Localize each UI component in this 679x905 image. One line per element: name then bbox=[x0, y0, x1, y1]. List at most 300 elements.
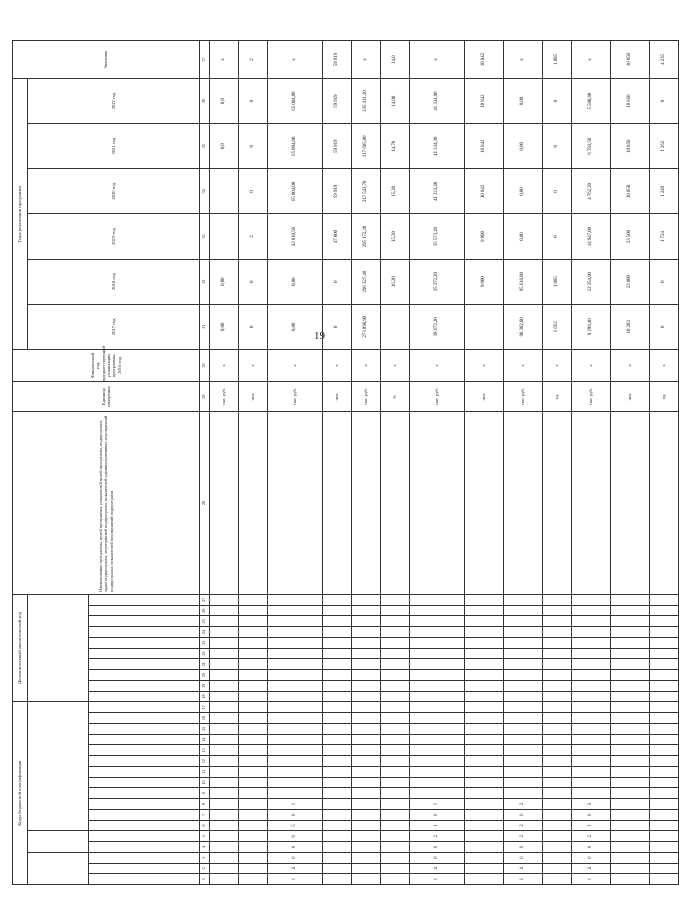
code-cell bbox=[381, 723, 410, 734]
code-cell bbox=[650, 777, 679, 788]
code-cell bbox=[381, 788, 410, 799]
code-cell bbox=[611, 766, 650, 777]
code-cell bbox=[239, 713, 268, 724]
code-cell bbox=[410, 756, 465, 767]
code-cell bbox=[239, 820, 268, 831]
table-row bbox=[239, 41, 268, 885]
code-cell bbox=[543, 616, 572, 627]
unit-cell: тыс. руб. bbox=[268, 382, 323, 412]
code-cell bbox=[210, 702, 239, 713]
code-cell bbox=[410, 691, 465, 702]
code-cell bbox=[611, 831, 650, 842]
code-cell bbox=[572, 594, 611, 605]
code-cell bbox=[504, 659, 543, 670]
column-number: 25 bbox=[200, 616, 210, 627]
result-cell: x bbox=[210, 41, 239, 79]
year-value-cell: 0 bbox=[543, 169, 572, 214]
year-value-cell: 10 842 bbox=[465, 169, 504, 214]
code-cell bbox=[323, 874, 352, 885]
fin-year-cell: x bbox=[381, 349, 410, 381]
year-value-cell: 39 672,20 bbox=[410, 304, 465, 349]
year-value-cell: 0 bbox=[543, 124, 572, 169]
year-value-cell: 217 605,00 bbox=[352, 124, 381, 169]
code-cell bbox=[504, 627, 543, 638]
code-cell: 0 bbox=[410, 852, 465, 863]
code-cell bbox=[465, 766, 504, 777]
code-cell bbox=[410, 788, 465, 799]
code-cell bbox=[572, 713, 611, 724]
year-value-cell: 0,00 bbox=[210, 304, 239, 349]
code-cell bbox=[381, 777, 410, 788]
code-cell: 5 bbox=[268, 820, 323, 831]
code-cell bbox=[410, 659, 465, 670]
year-value-cell: 41 323,40 bbox=[410, 169, 465, 214]
code-subheader bbox=[89, 788, 200, 799]
column-number: 27 bbox=[200, 594, 210, 605]
code-cell bbox=[239, 605, 268, 616]
code-cell bbox=[611, 594, 650, 605]
year-value-cell: 0 bbox=[239, 124, 268, 169]
code-cell bbox=[268, 723, 323, 734]
year-value-cell: 0 bbox=[543, 214, 572, 259]
code-cell bbox=[352, 648, 381, 659]
code-subheader bbox=[89, 594, 200, 605]
code-cell bbox=[323, 723, 352, 734]
result-cell: 10 850 bbox=[611, 41, 650, 79]
code-cell bbox=[650, 809, 679, 820]
year-value-cell: 10 842 bbox=[465, 79, 504, 124]
code-cell bbox=[650, 799, 679, 810]
year-value-cell: 43 810,50 bbox=[268, 214, 323, 259]
code-cell bbox=[410, 594, 465, 605]
code-cell bbox=[323, 820, 352, 831]
code-cell bbox=[352, 616, 381, 627]
column-number: 23 bbox=[200, 637, 210, 648]
code-cell bbox=[650, 616, 679, 627]
year-value-cell: 1 662 bbox=[543, 304, 572, 349]
code-cell bbox=[323, 842, 352, 853]
row-name-cell bbox=[543, 412, 572, 595]
code-cell bbox=[465, 605, 504, 616]
fin-year-cell: x bbox=[611, 349, 650, 381]
code-cell bbox=[381, 637, 410, 648]
result-cell: x bbox=[268, 41, 323, 79]
code-cell: 0 bbox=[572, 852, 611, 863]
code-cell bbox=[504, 702, 543, 713]
column-number: 7 bbox=[200, 809, 210, 820]
result-cell: x bbox=[504, 41, 543, 79]
code-cell bbox=[465, 874, 504, 885]
code-cell bbox=[650, 605, 679, 616]
code-cell bbox=[650, 788, 679, 799]
code-cell bbox=[543, 648, 572, 659]
code-cell bbox=[239, 777, 268, 788]
code-cell bbox=[611, 713, 650, 724]
code-cell bbox=[268, 616, 323, 627]
result-cell: x bbox=[352, 41, 381, 79]
code-cell bbox=[239, 809, 268, 820]
code-cell bbox=[572, 756, 611, 767]
code-cell bbox=[410, 723, 465, 734]
code-cell bbox=[239, 745, 268, 756]
code-cell bbox=[410, 605, 465, 616]
code-cell bbox=[410, 713, 465, 724]
year-value-cell: 0 bbox=[239, 79, 268, 124]
fin-year-cell: x bbox=[650, 349, 679, 381]
code-cell bbox=[543, 788, 572, 799]
code-cell bbox=[611, 616, 650, 627]
code-cell bbox=[381, 809, 410, 820]
code-cell bbox=[611, 842, 650, 853]
row-name-cell bbox=[381, 412, 410, 595]
unit-cell: тыс. руб. bbox=[410, 382, 465, 412]
year-value-cell: 0 bbox=[543, 79, 572, 124]
unit-cell: ед. bbox=[543, 382, 572, 412]
column-number: 37 bbox=[200, 41, 210, 79]
code-cell bbox=[352, 702, 381, 713]
code-cell bbox=[381, 680, 410, 691]
code-subheader bbox=[89, 777, 200, 788]
code-cell bbox=[465, 723, 504, 734]
code-cell bbox=[381, 670, 410, 681]
result-cell: 4 235 bbox=[650, 41, 679, 79]
column-number: 26 bbox=[200, 605, 210, 616]
code-cell bbox=[268, 766, 323, 777]
code-cell: 1 bbox=[410, 799, 465, 810]
year-value-cell: 14 947,00 bbox=[572, 214, 611, 259]
unit-cell: ед. bbox=[650, 382, 679, 412]
code-cell: 1 bbox=[268, 799, 323, 810]
code-cell bbox=[210, 756, 239, 767]
code-cell bbox=[611, 702, 650, 713]
fin-year-column-header: Финансовый год, предшествующий реализации программы, 2016 год bbox=[13, 349, 200, 381]
code-cell bbox=[268, 637, 323, 648]
code-cell bbox=[465, 820, 504, 831]
code-cell bbox=[323, 756, 352, 767]
code-cell bbox=[650, 723, 679, 734]
code-cell bbox=[323, 852, 352, 863]
code-cell bbox=[381, 863, 410, 874]
code-cell bbox=[210, 766, 239, 777]
year-value-cell: 65 004,00 bbox=[268, 124, 323, 169]
code-cell bbox=[572, 745, 611, 756]
code-cell bbox=[268, 702, 323, 713]
code-cell bbox=[611, 659, 650, 670]
code-cell bbox=[572, 680, 611, 691]
year-value-cell: 23 500 bbox=[611, 214, 650, 259]
code-subheader bbox=[89, 648, 200, 659]
code-cell bbox=[239, 852, 268, 863]
code-cell bbox=[504, 713, 543, 724]
year-value-cell bbox=[210, 169, 239, 214]
year-value-cell: 0 bbox=[650, 304, 679, 349]
document-sheet bbox=[12, 40, 667, 885]
year-value-cell: 0 bbox=[650, 259, 679, 304]
code-subheader bbox=[89, 680, 200, 691]
code-cell bbox=[210, 777, 239, 788]
table-row bbox=[268, 41, 323, 885]
table-row bbox=[572, 41, 611, 885]
code-cell bbox=[210, 691, 239, 702]
code-cell bbox=[572, 670, 611, 681]
result-cell: 14,0 bbox=[381, 41, 410, 79]
code-cell bbox=[572, 659, 611, 670]
code-cell bbox=[239, 670, 268, 681]
code-cell bbox=[465, 809, 504, 820]
code-cell bbox=[323, 734, 352, 745]
code-cell bbox=[611, 756, 650, 767]
year-value-cell: 10 850 bbox=[611, 169, 650, 214]
code-cell bbox=[268, 648, 323, 659]
code-cell bbox=[611, 852, 650, 863]
unit-cell: % bbox=[381, 382, 410, 412]
code-cell: 0 bbox=[268, 809, 323, 820]
result-cell: 59 919 bbox=[323, 41, 352, 79]
code-subheader bbox=[89, 809, 200, 820]
code-cell bbox=[210, 831, 239, 842]
table-row bbox=[381, 41, 410, 885]
row-name-cell bbox=[611, 412, 650, 595]
code-subheader bbox=[89, 723, 200, 734]
code-cell bbox=[650, 637, 679, 648]
code-cell bbox=[381, 702, 410, 713]
year-2018-header: 2018 год bbox=[28, 259, 200, 304]
code-cell bbox=[650, 820, 679, 831]
code-cell: 1 bbox=[410, 874, 465, 885]
fin-year-cell: x bbox=[239, 349, 268, 381]
unit-column-header: Единица измерения bbox=[13, 382, 200, 412]
result-cell: 10 842 bbox=[465, 41, 504, 79]
year-value-cell: 235 411,10 bbox=[352, 79, 381, 124]
code-cell bbox=[650, 852, 679, 863]
code-cell bbox=[650, 831, 679, 842]
code-cell bbox=[611, 734, 650, 745]
code-cell bbox=[504, 777, 543, 788]
code-cell: 4 bbox=[268, 863, 323, 874]
code-cell bbox=[504, 648, 543, 659]
year-value-cell: 5 580,80 bbox=[572, 79, 611, 124]
code-cell bbox=[410, 777, 465, 788]
code-subheader bbox=[89, 659, 200, 670]
year-value-cell: 4 762,20 bbox=[572, 169, 611, 214]
year-value-cell: 10 850 bbox=[611, 79, 650, 124]
year-value-cell: 0,0 bbox=[210, 79, 239, 124]
code-cell: 0 bbox=[410, 842, 465, 853]
column-number: 28 bbox=[200, 412, 210, 595]
code-cell bbox=[239, 627, 268, 638]
year-value-cell: 0,00 bbox=[504, 124, 543, 169]
code-cell bbox=[650, 648, 679, 659]
code-cell bbox=[410, 734, 465, 745]
column-number: 10 bbox=[200, 777, 210, 788]
code-cell bbox=[465, 670, 504, 681]
code-subheader bbox=[89, 745, 200, 756]
code-cell bbox=[572, 723, 611, 734]
code-cell bbox=[352, 680, 381, 691]
code-cell bbox=[465, 756, 504, 767]
column-number: 29 bbox=[200, 382, 210, 412]
code-cell: 4 bbox=[410, 863, 465, 874]
year-value-cell: 0,00 bbox=[504, 79, 543, 124]
code-cell bbox=[543, 637, 572, 648]
code-cell: 0 bbox=[268, 842, 323, 853]
code-cell bbox=[268, 594, 323, 605]
code-subheader bbox=[89, 702, 200, 713]
code-cell bbox=[239, 766, 268, 777]
year-value-cell: 0 bbox=[650, 79, 679, 124]
code-subheader bbox=[89, 799, 200, 810]
code-cell bbox=[352, 691, 381, 702]
code-cell: 0 bbox=[572, 809, 611, 820]
code-cell bbox=[650, 842, 679, 853]
code-cell bbox=[650, 627, 679, 638]
code-cell bbox=[504, 691, 543, 702]
code-cell bbox=[611, 799, 650, 810]
code-cell bbox=[381, 820, 410, 831]
code-cell bbox=[543, 659, 572, 670]
code-cell bbox=[504, 616, 543, 627]
code-cell bbox=[323, 659, 352, 670]
code-cell bbox=[543, 691, 572, 702]
code-cell bbox=[465, 799, 504, 810]
year-value-cell: 9 000 bbox=[465, 259, 504, 304]
code-cell bbox=[239, 723, 268, 734]
code-cell bbox=[268, 777, 323, 788]
code-cell bbox=[352, 723, 381, 734]
code-cell bbox=[650, 702, 679, 713]
code-cell bbox=[543, 713, 572, 724]
code-cell bbox=[611, 648, 650, 659]
row-name-cell bbox=[323, 412, 352, 595]
code-cell bbox=[572, 616, 611, 627]
code-cell bbox=[352, 874, 381, 885]
code-cell bbox=[323, 605, 352, 616]
code-cell bbox=[352, 670, 381, 681]
code-cell bbox=[572, 648, 611, 659]
code-cell bbox=[465, 680, 504, 691]
result-cell: x bbox=[410, 41, 465, 79]
code-cell bbox=[650, 874, 679, 885]
code-cell bbox=[465, 713, 504, 724]
code-cell: 0 bbox=[504, 852, 543, 863]
table-row bbox=[323, 41, 352, 885]
code-subheader bbox=[89, 842, 200, 853]
year-value-cell: 16,20 bbox=[381, 259, 410, 304]
code-cell bbox=[650, 766, 679, 777]
code-cell bbox=[210, 605, 239, 616]
code-cell bbox=[650, 594, 679, 605]
code-cell bbox=[543, 734, 572, 745]
code-subheader bbox=[89, 756, 200, 767]
code-cell bbox=[381, 745, 410, 756]
code-cell bbox=[210, 594, 239, 605]
year-value-cell: 41 334,90 bbox=[410, 79, 465, 124]
fin-year-cell: x bbox=[210, 349, 239, 381]
code-cell bbox=[268, 745, 323, 756]
code-cell bbox=[611, 691, 650, 702]
year-value-cell: 59 919 bbox=[323, 124, 352, 169]
column-number: 2 bbox=[200, 863, 210, 874]
code-cell bbox=[210, 852, 239, 863]
code-cell bbox=[611, 680, 650, 691]
code-subheader bbox=[89, 863, 200, 874]
year-value-cell: 0,00 bbox=[504, 169, 543, 214]
code-cell bbox=[465, 788, 504, 799]
code-cell bbox=[352, 745, 381, 756]
code-cell: 4 bbox=[572, 863, 611, 874]
code-cell bbox=[268, 713, 323, 724]
code-cell bbox=[465, 831, 504, 842]
code-cell bbox=[650, 863, 679, 874]
code-cell bbox=[543, 627, 572, 638]
code-cell bbox=[611, 670, 650, 681]
year-value-cell: 65 004,00 bbox=[268, 169, 323, 214]
code-cell bbox=[210, 637, 239, 648]
code-cell: 1 bbox=[504, 874, 543, 885]
code-cell bbox=[381, 874, 410, 885]
code-cell bbox=[352, 605, 381, 616]
code-cell bbox=[352, 594, 381, 605]
code-cell bbox=[352, 809, 381, 820]
code-cell bbox=[543, 756, 572, 767]
code-cell bbox=[210, 648, 239, 659]
code-cell bbox=[650, 691, 679, 702]
code-cell bbox=[611, 745, 650, 756]
fin-year-cell: x bbox=[504, 349, 543, 381]
code-subheader bbox=[89, 852, 200, 863]
code-cell bbox=[381, 691, 410, 702]
code-cell bbox=[543, 605, 572, 616]
code-cell bbox=[504, 680, 543, 691]
year-value-cell: 6 783,50 bbox=[572, 124, 611, 169]
code-cell bbox=[504, 670, 543, 681]
code-cell bbox=[504, 788, 543, 799]
code-cell: 1 bbox=[268, 874, 323, 885]
code-cell bbox=[465, 777, 504, 788]
code-cell bbox=[323, 863, 352, 874]
column-number: 16 bbox=[200, 713, 210, 724]
column-number: 20 bbox=[200, 670, 210, 681]
code-cell: 2 bbox=[410, 831, 465, 842]
code-cell: 0 bbox=[504, 842, 543, 853]
code-cell bbox=[465, 648, 504, 659]
column-number: 21 bbox=[200, 659, 210, 670]
code-cell bbox=[381, 616, 410, 627]
code-subheader bbox=[89, 637, 200, 648]
column-number: 35 bbox=[200, 124, 210, 169]
column-number: 12 bbox=[200, 756, 210, 767]
code-cell bbox=[543, 842, 572, 853]
year-2017-header: 2017 год bbox=[28, 304, 200, 349]
code-cell bbox=[323, 637, 352, 648]
year-value-cell: 47 000 bbox=[323, 214, 352, 259]
code-cell bbox=[268, 659, 323, 670]
name-column-header: Наименование программы, целей программы, показателей целей программы, подпрограмм, задач подпрограмм, мероприятий подпрограмм, показателей административных мероприятий подпрограмм, показателей мероприятий подпрограмм bbox=[13, 412, 200, 595]
code-cell bbox=[352, 713, 381, 724]
year-value-cell: 0 bbox=[323, 304, 352, 349]
code-subheader bbox=[89, 820, 200, 831]
code-cell bbox=[410, 702, 465, 713]
year-value-cell: 0,0 bbox=[210, 124, 239, 169]
code-cell bbox=[352, 799, 381, 810]
code-cell bbox=[504, 756, 543, 767]
code-cell bbox=[465, 594, 504, 605]
page-number: 19 bbox=[314, 330, 325, 342]
code-cell bbox=[352, 788, 381, 799]
year-value-cell: 15,20 bbox=[381, 214, 410, 259]
code-cell bbox=[543, 809, 572, 820]
row-name-cell bbox=[210, 412, 239, 595]
